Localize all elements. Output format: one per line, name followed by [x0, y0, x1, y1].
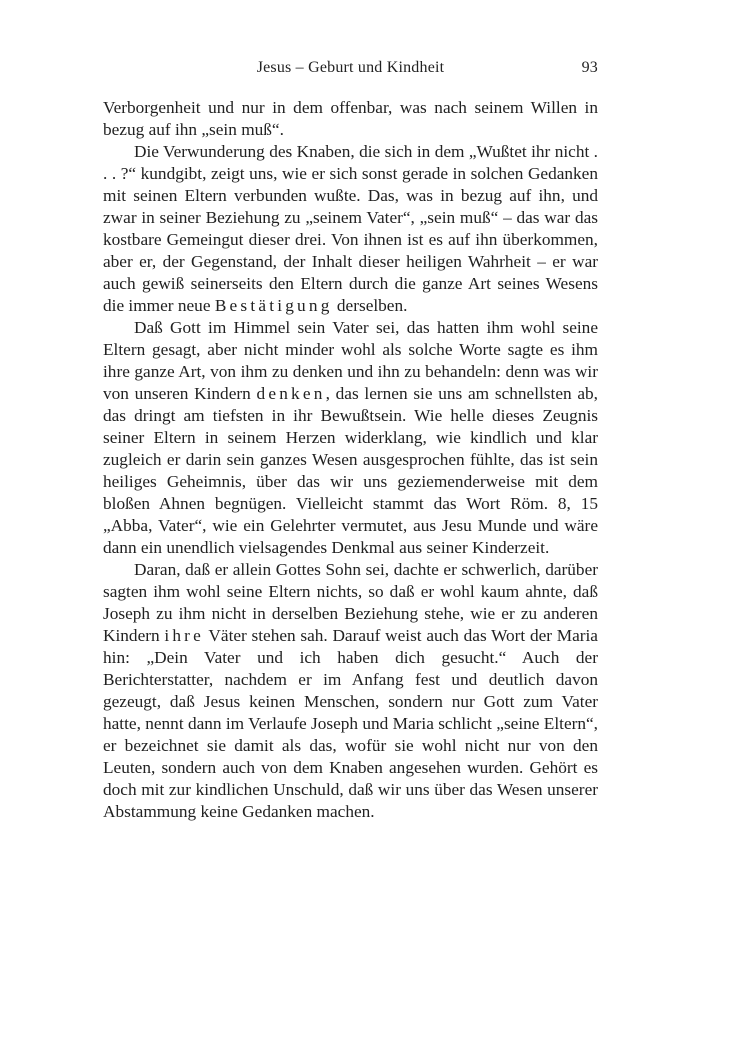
paragraph-3: [103, 317, 598, 559]
page-number: 93: [581, 59, 598, 76]
spaced-emphasis-denken: denken: [256, 384, 326, 403]
paragraph-4: [103, 559, 598, 823]
book-page: [103, 59, 598, 823]
spaced-emphasis-bestaetigung: Bestätigung: [214, 296, 333, 315]
paragraph-2-text-c: derselben.: [332, 296, 408, 315]
paragraph-3-text-c: , das lernen sie uns am schnellsten ab, das dringt am tiefsten in ihr Bewußtsein. Wie helle dieses Zeugnis seiner Eltern in seinem Herzen widerklang, wie kindlich und klar zugleich er darin sein ganzes Wesen ausgesprochen fühlte, das ist sein heiliges Geheimnis, über das wir uns geziemenderweise mit dem bloßen Ahnen begnügen. Vielleicht stammt das Wort Röm. 8, 15 „Abba, Vater“, wie ein Gelehrter vermutet, aus Jesu Munde und wäre dann ein unendlich vielsagendes Denkmal aus seiner Kinderzeit.: [103, 384, 598, 557]
running-header: [103, 59, 598, 83]
paragraph-3-text-a: Daß Gott im Himmel sein Vater sei, das hatten ihm wohl seine Eltern gesagt, aber nicht minder wohl als solche Worte sagte es ihm ihre ganze Art, von ihm zu denken und ihn zu behandeln: denn was wir von unseren Kindern: [103, 318, 598, 403]
running-title: Jesus – Geburt und Kindheit: [256, 59, 445, 76]
body-text: [103, 97, 598, 823]
paragraph-2-text-a: Die Verwunderung des Knaben, die sich in dem „Wußtet ihr nicht . . . ?“ kundgibt, zeigt uns, wie er sich sonst gerade in solchen Gedanken mit seinen Eltern verbunden wußte. Das, was in bezug auf ihn, und zwar in seiner Beziehung zu „seinem Vater“, „sein muß“ – das war das kostbare Gemeingut dieser drei. Von ihnen ist es auf ihn überkommen, aber er, der Gegenstand, der Inhalt dieser heiligen Wahrheit – er war auch gewiß seinerseits den Eltern durch die ganze Art seines Wesens die immer neue: [103, 142, 598, 315]
paragraph-4-text-c: Väter stehen sah. Darauf weist auch das Wort der Maria hin: „Dein Vater und ich haben dich gesucht.“ Auch der Berichterstatter, nachdem er im Anfang fest und deutlich davon gezeugt, daß Jesus keinen Menschen, sondern nur Gott zum Vater hatte, nennt dann im Verlaufe Joseph und Maria schlicht „seine Eltern“, er bezeichnet sie damit als das, wofür sie wohl nicht nur von den Leuten, sondern auch von dem Knaben angesehen wurden. Gehört es doch mit zur kindlichen Unschuld, daß wir uns über das Wesen unserer Abstammung keine Gedanken machen.: [103, 626, 598, 821]
paragraph-4-text-a: Daran, daß er allein Gottes Sohn sei, dachte er schwerlich, darüber sagten ihm wohl seine Eltern nichts, so daß er wohl kaum ahnte, daß Joseph zu ihm nicht in derselben Beziehung stehe, wie er zu anderen Kindern: [103, 560, 598, 645]
paragraph-1: Verborgenheit und nur in dem offenbar, was nach seinem Willen in bezug auf ihn „sein muß“.: [103, 98, 598, 139]
paragraph-2: [103, 141, 598, 317]
spaced-emphasis-ihre: ihre: [164, 626, 205, 645]
